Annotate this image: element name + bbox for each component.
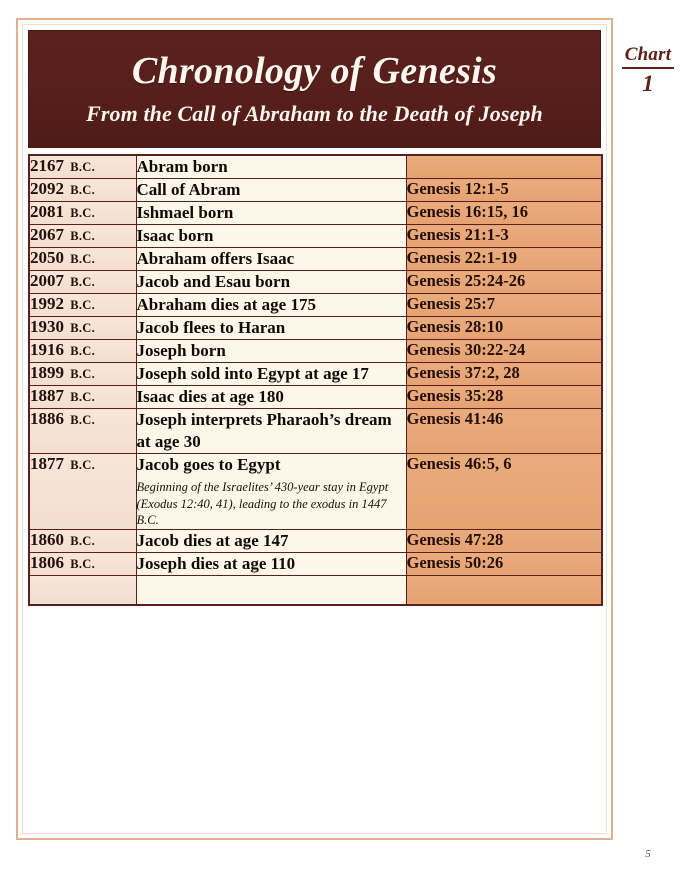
- table-row: [29, 179, 602, 202]
- cell-event: [136, 248, 406, 271]
- event-text: Abraham dies at age 175: [136, 295, 316, 314]
- table-row: [29, 552, 602, 575]
- date-era: B.C.: [70, 229, 96, 243]
- cell-event: [136, 271, 406, 294]
- reference-text: Genesis 28:10: [406, 317, 504, 336]
- date-year: 1916: [30, 340, 64, 359]
- table-row: [29, 248, 602, 271]
- date-year: 1860: [30, 529, 64, 549]
- cell-event: [136, 363, 406, 386]
- cell-reference: [406, 529, 602, 552]
- table-row: [29, 317, 602, 340]
- chronology-table: [28, 154, 603, 606]
- cell-date: [29, 225, 136, 248]
- event-text: Ishmael born: [136, 203, 234, 222]
- cell-reference: [406, 454, 602, 530]
- cell-reference: [406, 294, 602, 317]
- cell-reference: [406, 248, 602, 271]
- table-row: [29, 363, 602, 386]
- cell-date: [29, 363, 136, 386]
- table-row: [29, 409, 602, 454]
- event-text: Joseph dies at age 110: [136, 553, 296, 573]
- date-era: B.C.: [70, 413, 96, 427]
- reference-text: Genesis 30:22-24: [406, 340, 526, 359]
- date-year: 2167: [30, 156, 64, 175]
- event-text: Joseph born: [136, 341, 226, 360]
- reference-text: Genesis 25:24-26: [406, 271, 526, 290]
- table-row: [29, 271, 602, 294]
- date-year: 2007: [30, 271, 64, 290]
- table-row: [29, 294, 602, 317]
- cell-event: [136, 529, 406, 552]
- date-year: 1887: [30, 386, 64, 405]
- cell-event: [136, 317, 406, 340]
- chart-header-banner: [28, 30, 601, 148]
- event-note: Beginning of the Israelites’ 430-year stay in Egypt (Exodus 12:40, 41), leading to the exodus in 1447 B.C.: [136, 480, 389, 527]
- table-row: [29, 155, 602, 179]
- cell-reference: [406, 317, 602, 340]
- reference-text: Genesis 12:1-5: [406, 179, 509, 198]
- cell-reference: [406, 386, 602, 409]
- reference-text: Genesis 50:26: [406, 552, 504, 572]
- date-year: 2067: [30, 225, 64, 244]
- cell-date: [29, 529, 136, 552]
- date-year: 1899: [30, 363, 64, 382]
- table-row: [29, 202, 602, 225]
- table-row: [29, 454, 602, 530]
- cell-event: [136, 552, 406, 575]
- cell-reference: [406, 225, 602, 248]
- date-year: 1877: [30, 454, 64, 473]
- cell-reference: [406, 363, 602, 386]
- date-year: 1992: [30, 294, 64, 313]
- event-text: Jacob dies at age 147: [136, 530, 289, 550]
- table-filler-row: [29, 575, 602, 605]
- event-text: Isaac dies at age 180: [136, 387, 284, 406]
- cell-date: [29, 552, 136, 575]
- table-row: [29, 340, 602, 363]
- date-era: B.C.: [70, 344, 96, 358]
- chart-number-block: [620, 44, 676, 97]
- cell-event: [136, 454, 406, 530]
- date-era: B.C.: [70, 556, 96, 571]
- table-row: [29, 225, 602, 248]
- page-number: 5: [645, 848, 651, 860]
- date-era: B.C.: [70, 298, 96, 312]
- date-era: B.C.: [70, 183, 96, 197]
- event-text: Isaac born: [136, 226, 214, 245]
- reference-text: Genesis 25:7: [406, 294, 495, 313]
- event-text: Abram born: [136, 157, 228, 176]
- chart-number: 1: [642, 71, 654, 96]
- reference-text: Genesis 47:28: [406, 529, 504, 549]
- cell-event: [136, 155, 406, 179]
- event-text: Call of Abram: [136, 180, 241, 199]
- cell-event: [136, 409, 406, 454]
- cell-date: [29, 454, 136, 530]
- date-era: B.C.: [70, 252, 96, 266]
- cell-date: [29, 294, 136, 317]
- table-row: [29, 529, 602, 552]
- reference-text: Genesis 35:28: [406, 386, 504, 405]
- reference-text: Genesis 41:46: [406, 409, 504, 428]
- chart-title: Chronology of Genesis: [131, 50, 498, 92]
- date-era: B.C.: [70, 160, 96, 174]
- date-year: 2092: [30, 179, 64, 198]
- cell-reference: [406, 340, 602, 363]
- cell-date: [29, 155, 136, 179]
- reference-text: Genesis 22:1-19: [406, 248, 517, 267]
- date-year: 2050: [30, 248, 64, 267]
- chart-subtitle: From the Call of Abraham to the Death of Joseph: [86, 101, 543, 126]
- chart-label-rule: [622, 67, 674, 69]
- cell-date: [29, 271, 136, 294]
- event-text: Joseph sold into Egypt at age 17: [136, 364, 369, 383]
- date-year: 1806: [30, 552, 64, 572]
- cell-date: [29, 248, 136, 271]
- reference-text: Genesis 21:1-3: [406, 225, 509, 244]
- cell-event: [136, 179, 406, 202]
- cell-date: [29, 179, 136, 202]
- cell-reference: [406, 575, 602, 605]
- reference-text: Genesis 37:2, 28: [406, 363, 520, 382]
- cell-date: [29, 317, 136, 340]
- date-year: 2081: [30, 202, 64, 221]
- cell-date: [29, 340, 136, 363]
- cell-event: [136, 340, 406, 363]
- cell-reference: [406, 409, 602, 454]
- chart-label: Chart: [624, 44, 672, 65]
- date-era: B.C.: [70, 533, 96, 548]
- cell-reference: [406, 271, 602, 294]
- cell-date: [29, 386, 136, 409]
- date-year: 1886: [30, 409, 64, 428]
- cell-event: [136, 575, 406, 605]
- date-year: 1930: [30, 317, 64, 336]
- cell-reference: [406, 202, 602, 225]
- cell-date: [29, 202, 136, 225]
- date-era: B.C.: [70, 275, 96, 289]
- date-era: B.C.: [70, 206, 96, 220]
- reference-text: Genesis 46:5, 6: [406, 454, 512, 473]
- cell-date: [29, 575, 136, 605]
- event-text: Joseph interprets Pharaoh’s dream at age 30: [136, 410, 392, 451]
- date-era: B.C.: [70, 458, 96, 472]
- table-row: [29, 386, 602, 409]
- cell-event: [136, 294, 406, 317]
- cell-reference: [406, 179, 602, 202]
- chronology-chart: [28, 30, 601, 826]
- date-era: B.C.: [70, 321, 96, 335]
- cell-reference: [406, 552, 602, 575]
- cell-event: [136, 225, 406, 248]
- cell-event: [136, 386, 406, 409]
- cell-date: [29, 409, 136, 454]
- event-text: Jacob and Esau born: [136, 272, 291, 291]
- date-era: B.C.: [70, 367, 96, 381]
- cell-event: [136, 202, 406, 225]
- date-era: B.C.: [70, 390, 96, 404]
- event-text: Jacob flees to Haran: [136, 318, 286, 337]
- reference-text: Genesis 16:15, 16: [406, 202, 528, 221]
- event-text: Abraham offers Isaac: [136, 249, 295, 268]
- event-text: Jacob goes to Egypt: [136, 455, 281, 474]
- chronology-table-body: [29, 155, 602, 605]
- cell-reference: [406, 155, 602, 179]
